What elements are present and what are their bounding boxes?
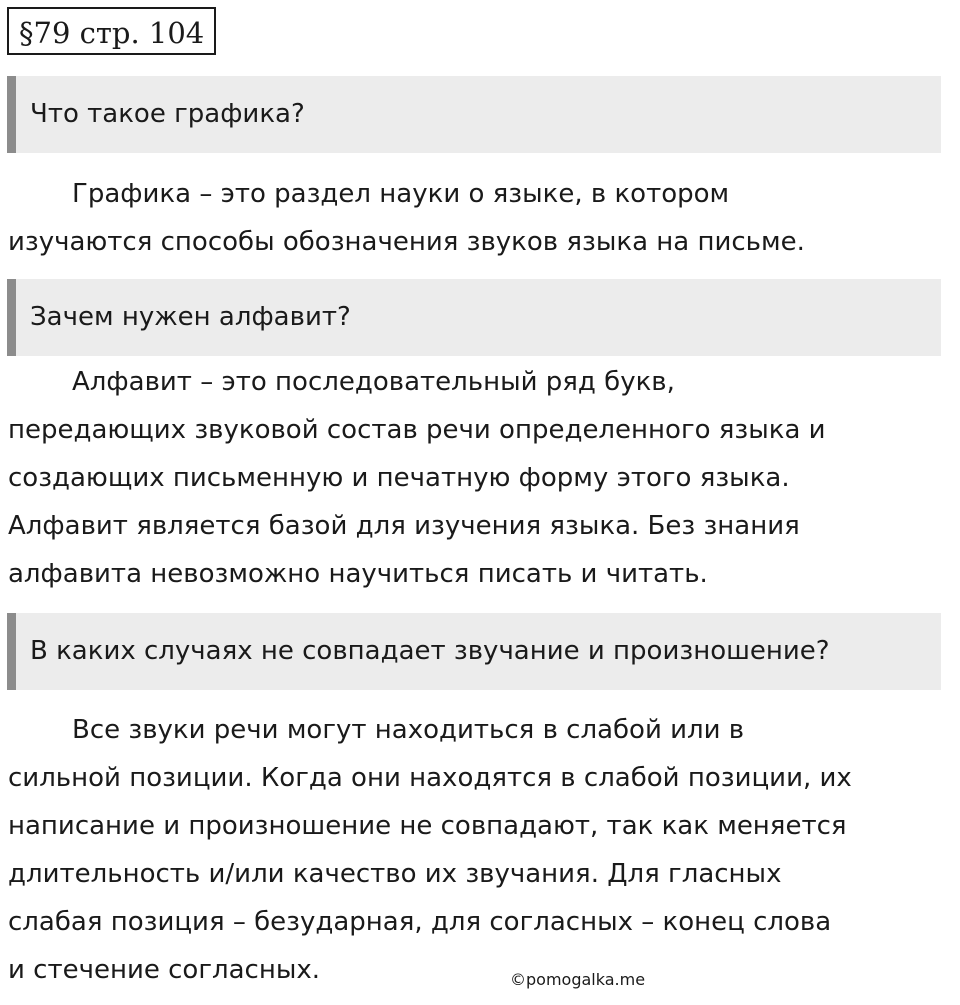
question-heading-pronunciation: В каких случаях не совпадает звучание и произношение?: [7, 613, 941, 690]
answer-line: изучаются способы обозначения звуков языка на письме.: [8, 227, 805, 257]
answer-line: алфавита невозможно научиться писать и читать.: [8, 559, 708, 589]
answer-line: и стечение согласных.: [8, 955, 320, 985]
answer-line: Графика – это раздел науки о языке, в котором: [72, 179, 730, 209]
answer-line: Алфавит – это последовательный ряд букв,: [72, 367, 675, 397]
page-reference: §79 стр. 104: [7, 7, 216, 55]
answer-line: передающих звуковой состав речи определенного языка и: [8, 415, 826, 445]
answer-line: слабая позиция – безударная, для согласных – конец слова: [8, 907, 832, 937]
answer-line: сильной позиции. Когда они находятся в слабой позиции, их: [8, 763, 852, 793]
question-heading-alphabet: Зачем нужен алфавит?: [7, 279, 941, 356]
answer-line: Все звуки речи могут находиться в слабой или в: [72, 715, 745, 745]
question-heading-graphics: Что такое графика?: [7, 76, 941, 153]
answer-graphics: [8, 170, 954, 266]
answer-alphabet: [8, 358, 954, 598]
answer-line: создающих письменную и печатную форму этого языка.: [8, 463, 790, 493]
answer-line: написание и произношение не совпадают, так как меняется: [8, 811, 847, 841]
answer-line: Алфавит является базой для изучения языка. Без знания: [8, 511, 800, 541]
answer-line: длительность и/или качество их звучания. Для гласных: [8, 859, 782, 889]
answer-pronunciation: [8, 706, 954, 994]
site-credit: ©pomogalka.me: [510, 970, 646, 989]
